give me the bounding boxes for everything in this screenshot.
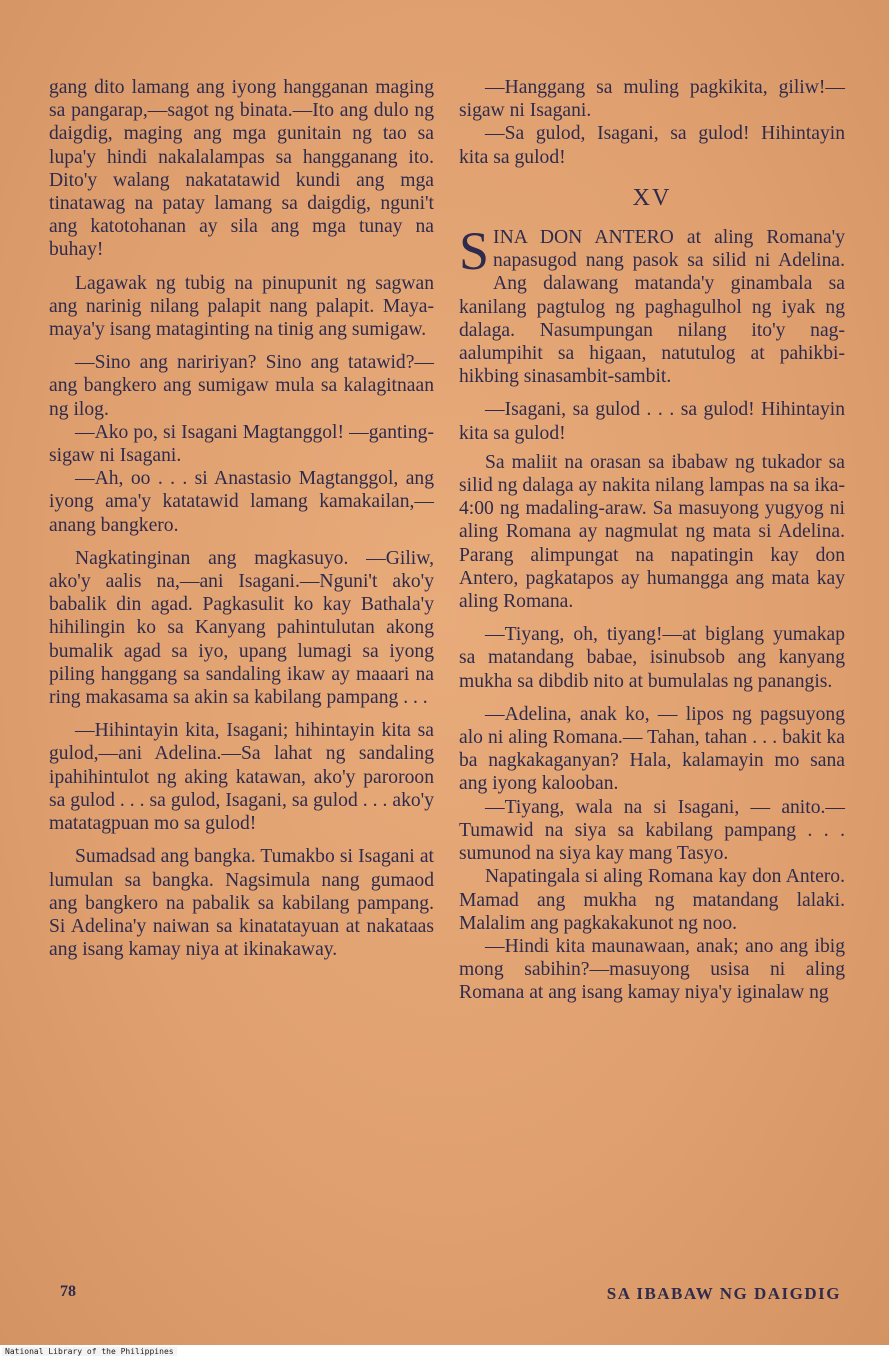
chapter-opening-paragraph [459, 221, 845, 388]
left-column [49, 76, 434, 971]
chapter-heading: XV [632, 184, 672, 211]
dialog-line: —Adelina, anak ko, — lipos ng pagsuyong alo ni aling Romana.— Tahan, tahan . . . bakit ka ba nagkakaganyan? Hala, kalamayin mo sana ang iyong kalooban. [459, 703, 845, 795]
dialog-line: —Isagani, sa gulod . . . sa gulod! Hihintayin kita sa gulod! [459, 399, 845, 444]
paragraph: Sa maliit na orasan sa ibabaw ng tukador sa silid ng dalaga ay nakita nilang lampas na sa ika-4:00 ng madaling-araw. Sa masuyong yugyog ni aling Romana ay nagmulat ng mata si Adelina. Parang alimpungat na napatingin kay don Antero, pagkatapos ay humangga ang mata kay aling Romana. [459, 451, 845, 613]
library-watermark: National Library of the Philippines [2, 1347, 177, 1356]
paragraph: gang dito lamang ang iyong hangganan maging sa pangarap,—sagot ng binata.—Ito ang dulo ng daigdig, maging ang mga gunitain ng tao sa lupa'y hindi nakalalampas sa hangganang ito. Dito'y walang nakatatawid kundi ang mga tinatawag na patay lamang sa daigdig, nguni't ang katotohanan ay sila ang mga tunay na buhay! [49, 77, 434, 261]
chapter-opening-text: INA DON ANTERO at aling Romana'y napasugod nang pasok sa silid ni Adelina. Ang dalawang matanda'y ginambala sa kanilang pagtulog ng paghagulhol ng iyak ng dalaga. Nasumpungan nilang ito'y nag-aalumpihit sa higaan, natutulog at pahikbi-hikbing sinasambit-sambit. [459, 227, 845, 388]
paragraph: Nagkatinginan ang magkasuyo. —Giliw, ako'y aalis na,—ani Isagani.—Nguni't ako'y babalik din agad. Pagkasulit ko kay Bathala'y hihilingin ko sa Kanyang pahintulutan akong bumalik agad sa iyo, upang lumagi sa iyong piling hanggang sa sandaling ikaw ay maaari na ring makasama sa akin sa kabilang pampang . . . [49, 547, 434, 709]
dialog-line: —Sino ang naririyan? Sino ang tatawid?—ang bangkero ang sumigaw mula sa kalagitnaan ng ilog. [49, 352, 434, 420]
paragraph: —Hihintayin kita, Isagani; hihintayin kita sa gulod,—ani Adelina.—Sa lahat ng sandaling ipahihintulot ng aking katawan, ako'y paroroon sa gulod . . . sa gulod, Isagani, sa gulod . . . ako'y matatagpuan mo sa gulod! [49, 720, 434, 835]
dialog-line: —Hindi kita maunawaan, anak; ano ang ibig mong sabihin?—masuyong usisa ni aling Romana at ang isang kamay niya'y iginalaw ng [459, 935, 845, 1004]
paragraph: —Tiyang, oh, tiyang!—at biglang yumakap sa matandang babae, isinubsob ang kanyang mukha sa dibdib nito at bumulalas ng panangis. [459, 624, 845, 692]
page-number: 78 [60, 1283, 76, 1300]
drop-cap: S [459, 221, 490, 282]
dialog-line: —Tiyang, wala na si Isagani, — anito.—Tumawid na siya sa kabilang pampang . . . sumunod na siya kay mang Tasyo. [459, 796, 845, 865]
dialog-line: —Sa gulod, Isagani, sa gulod! Hihintayin kita sa gulod! [459, 123, 845, 168]
dialog-line: —Ako po, si Isagani Magtanggol! —ganting-sigaw ni Isagani. [49, 421, 434, 467]
dialog-line: —Ah, oo . . . si Anastasio Magtanggol, ang iyong ama'y katatawid lamang kamakailan,—anang bangkero. [49, 468, 434, 536]
running-title: SA IBABAW NG DAIGDIG [606, 1284, 841, 1303]
paragraph: Napatingala si aling Romana kay don Antero. Mamad ang mukha ng matandang lalaki. Malalim ang pagkakakunot ng noo. [459, 866, 845, 934]
dialog-line: —Hanggang sa muling pagkikita, giliw!—sigaw ni Isagani. [459, 77, 845, 122]
paragraph: Sumadsad ang bangka. Tumakbo si Isagani at lumulan sa bangka. Nagsimula nang gumaod ang bangkero na pabalik sa kabilang pampang. Si Adelina'y naiwan sa kinatatayuan at nakataas ang isang kamay niya at ikinakaway. [49, 846, 434, 961]
right-column [459, 76, 845, 1005]
paragraph: Lagawak ng tubig na pinupunit ng sagwan ang narinig nilang palapit nang palapit. Maya-maya'y isang mataginting na tinig ang sumigaw. [49, 272, 434, 341]
